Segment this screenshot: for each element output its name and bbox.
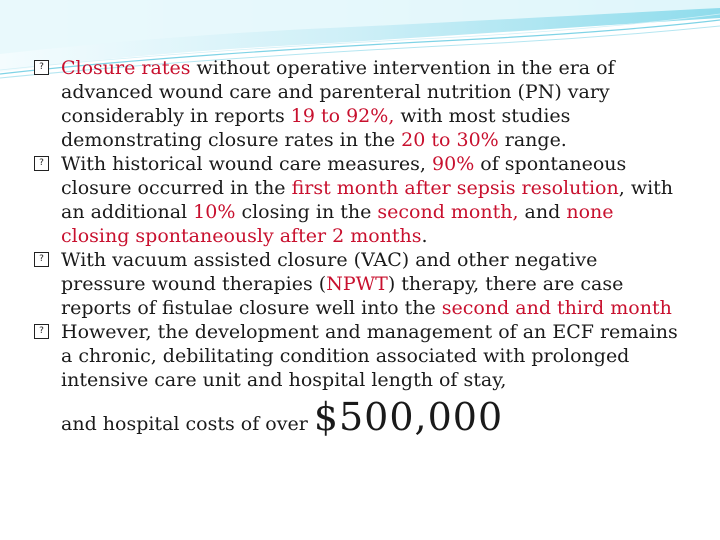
slide-body — [34, 56, 684, 439]
cost-line — [61, 395, 684, 439]
text-highlight: 10% — [193, 201, 236, 223]
text-segment: without operative intervention in the era of advanced wound care and parenteral nutrition (PN) vary considerably in reports — [61, 57, 615, 127]
text-highlight: 90% — [432, 153, 475, 175]
text-highlight: first month after sepsis resolution — [291, 177, 619, 199]
text-segment: However, the development and management of an ECF remains a chronic, debilitating condition associated with prolonged intensive care unit and hospital length of stay, — [61, 321, 678, 391]
missing-glyph-icon: ? — [34, 324, 49, 339]
bullet-item — [34, 152, 684, 248]
text-highlight: 20 to 30% — [401, 129, 499, 151]
text-segment: of spontaneous closure occurred in the — [61, 153, 627, 199]
text-highlight: Closure rates — [61, 57, 191, 79]
text-segment: with most studies demonstrating closure rates in the — [61, 105, 571, 151]
text-highlight: NPWT — [326, 273, 388, 295]
bullet-item — [34, 56, 684, 152]
text-highlight: second month, — [377, 201, 519, 223]
text-highlight: none closing spontaneously after 2 months — [61, 201, 614, 247]
text-segment: With vacuum assisted closure (VAC) and other negative pressure wound therapies ( — [61, 249, 598, 295]
missing-glyph-icon: ? — [34, 60, 49, 75]
missing-glyph-icon: ? — [34, 252, 49, 267]
bullet-item — [34, 248, 684, 320]
missing-glyph-icon: ? — [34, 156, 49, 171]
bullet-item — [34, 320, 684, 439]
text-highlight: 19 to 92%, — [290, 105, 395, 127]
text-segment: range. — [498, 129, 567, 151]
text-segment: and — [518, 201, 567, 223]
cost-amount: $500,000 — [313, 395, 504, 439]
text-segment: ) therapy, there are case reports of fistulae closure well into the — [61, 273, 624, 319]
text-segment: . — [421, 225, 428, 247]
text-highlight: second and third month — [441, 297, 672, 319]
text-segment: With historical wound care measures, — [61, 153, 433, 175]
text-segment: , with an additional — [61, 177, 674, 223]
text-segment: closing in the — [235, 201, 378, 223]
text-segment: and hospital costs of over — [61, 413, 314, 435]
